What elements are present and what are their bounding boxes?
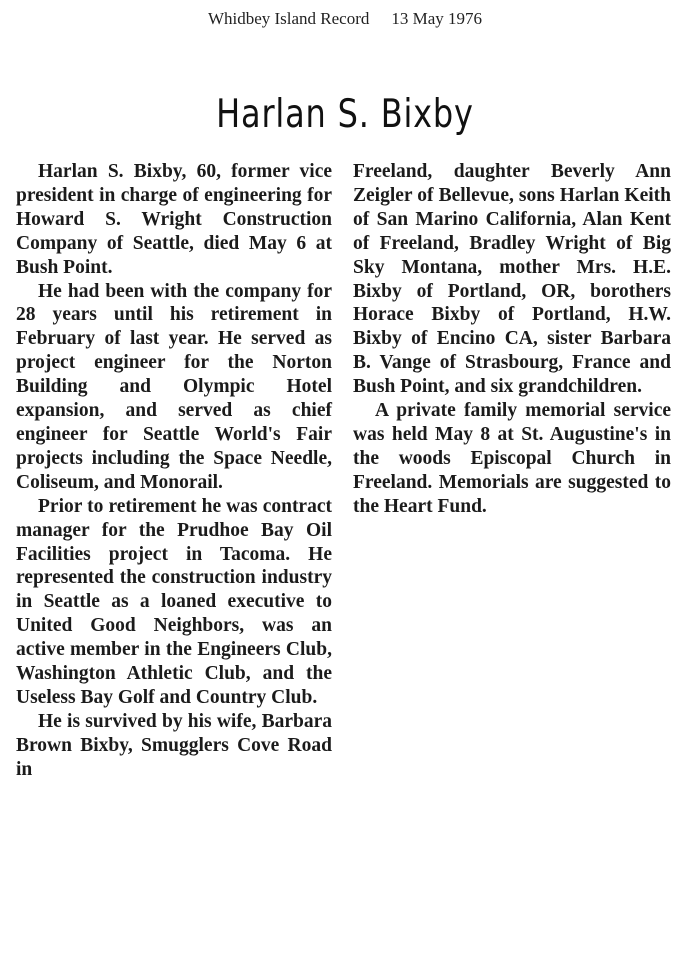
- article-paragraph: Harlan S. Bixby, 60, former vice president in charge of engineering for Howard S. Wright Construction Company of Seattle, died May 6 at Bush Point.: [16, 161, 332, 278]
- article-paragraph: A private family memorial service was held May 8 at St. Augustine's in the woods Episcopal Church in Freeland. Memorials are suggested to the Heart Fund.: [353, 400, 671, 517]
- article-paragraph: He had been with the company for 28 years until his retirement in February of last year. He served as project engineer for the Norton Building and Olympic Hotel expansion, and served as chief engineer for Seattle World's Fair projects including the Space Needle, Coliseum, and Monorail.: [16, 280, 332, 493]
- clipping-header: [0, 9, 690, 29]
- article-paragraph: Prior to retirement he was contract manager for the Prudhoe Bay Oil Facilities project in Tacoma. He represented the construction industry in Seattle as a loaned executive to United Good Neighbors, was an active member in the Engineers Club, Washington Athletic Club, and the Useless Bay Golf and Country Club.: [16, 495, 332, 708]
- article-column-left: [16, 160, 332, 782]
- publication-date: 13 May 1976: [391, 9, 483, 28]
- article-column-right: [353, 160, 671, 519]
- publication-name: Whidbey Island Record: [207, 9, 370, 28]
- article-paragraph-continued: Freeland, daughter Beverly Ann Zeigler of Bellevue, sons Harlan Keith of San Marino California, Alan Kent of Freeland, Bradley Wright of Big Sky Montana, mother Mrs. H.E. Bixby of Portland, OR, borothers Horace Bixby of Portland, H.W. Bixby of Encino CA, sister Barbara B. Vange of Strasbourg, France and Bush Point, and six grandchildren.: [353, 161, 671, 398]
- obituary-headline: Harlan S. Bixby: [216, 92, 474, 137]
- article-paragraph: He is survived by his wife, Barbara Brown Bixby, Smugglers Cove Road in: [16, 710, 332, 780]
